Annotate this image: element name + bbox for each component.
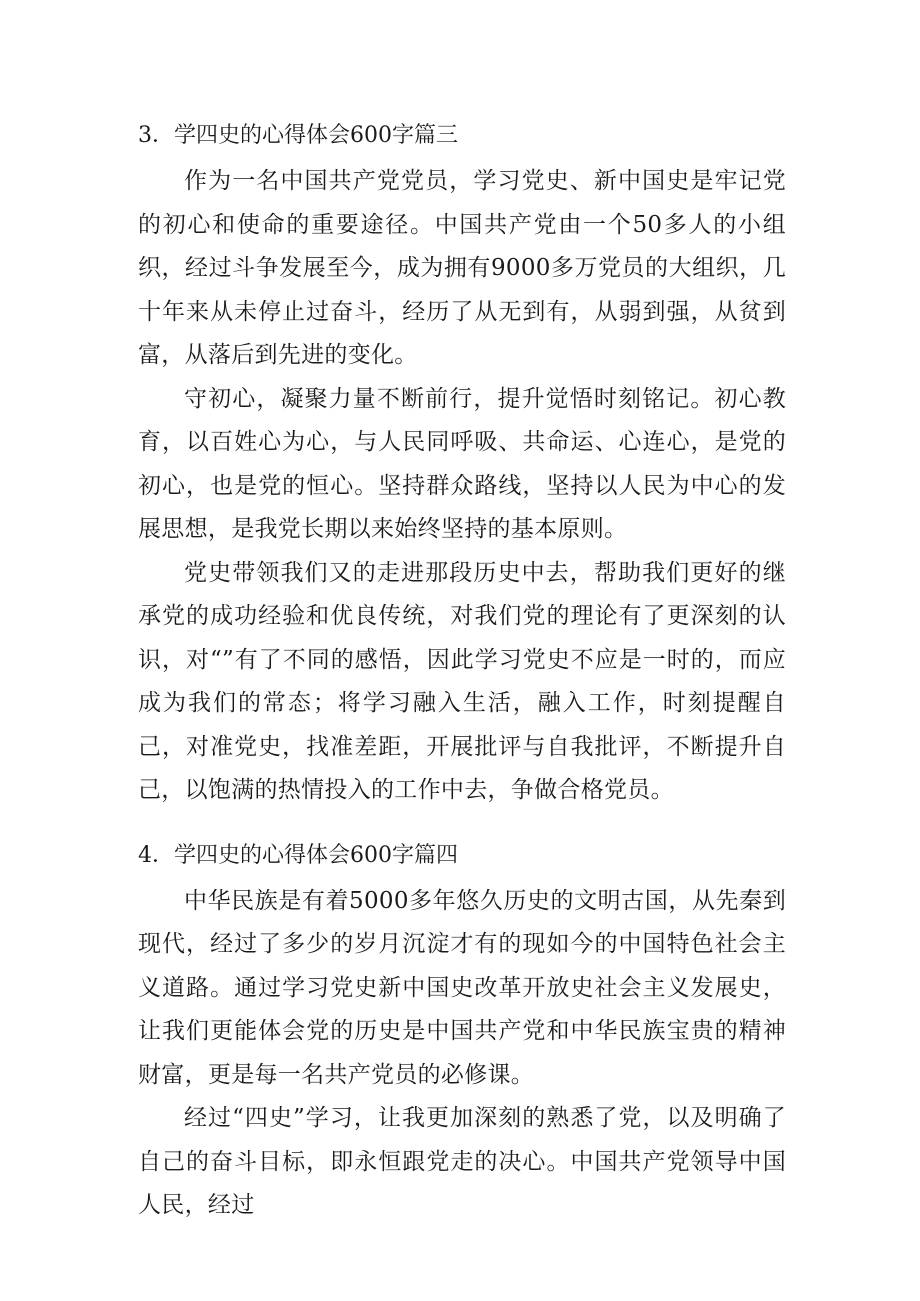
paragraph: 作为一名中国共产党党员，学习党史、新中国史是牢记党的初心和使命的重要途径。中国共产党由一个50多人的小组织，经过斗争发展至今，成为拥有9000多万党员的大组织，几十年来从未停止过奋斗，经历了从无到有，从弱到强，从贫到富，从落后到先进的变化。 <box>138 168 786 368</box>
section-heading-4: 4．学四史的心得体会600字篇四 <box>138 842 458 868</box>
document-body <box>138 112 786 1228</box>
section-heading-3: 3．学四史的心得体会600字篇三 <box>138 123 458 148</box>
paragraph: 经过“四史”学习，让我更加深刻的熟悉了党，以及明确了自己的奋斗目标，即永恒跟党走的决心。中国共产党领导中国人民，经过 <box>138 1105 786 1218</box>
paragraph: 中华民族是有着5000多年悠久历史的文明古国，从先秦到现代，经过了多少的岁月沉淀才有的现如今的中国特色社会主义道路。通过学习党史新中国史改革开放史社会主义发展史，让我们更能体会党的历史是中国共产党和中华民族宝贵的精神财富，更是每一名共产党员的必修课。 <box>138 887 786 1088</box>
paragraph: 党史带领我们又的走进那段历史中去，帮助我们更好的继承党的成功经验和优良传统，对我们党的理论有了更深刻的认识，对“”有了不同的感悟，因此学习党史不应是一时的，而应成为我们的常态；将学习融入生活，融入工作，时刻提醒自己，对准党史，找准差距，开展批评与自我批评，不断提升自己，以饱满的热情投入的工作中去，争做合格党员。 <box>138 559 786 803</box>
paragraph: 守初心，凝聚力量不断前行，提升觉悟时刻铭记。初心教育，以百姓心为心，与人民同呼吸、共命运、心连心，是党的初心，也是党的恒心。坚持群众路线，坚持以人民为中心的发展思想，是我党长期以来始终坚持的基本原则。 <box>138 385 786 542</box>
